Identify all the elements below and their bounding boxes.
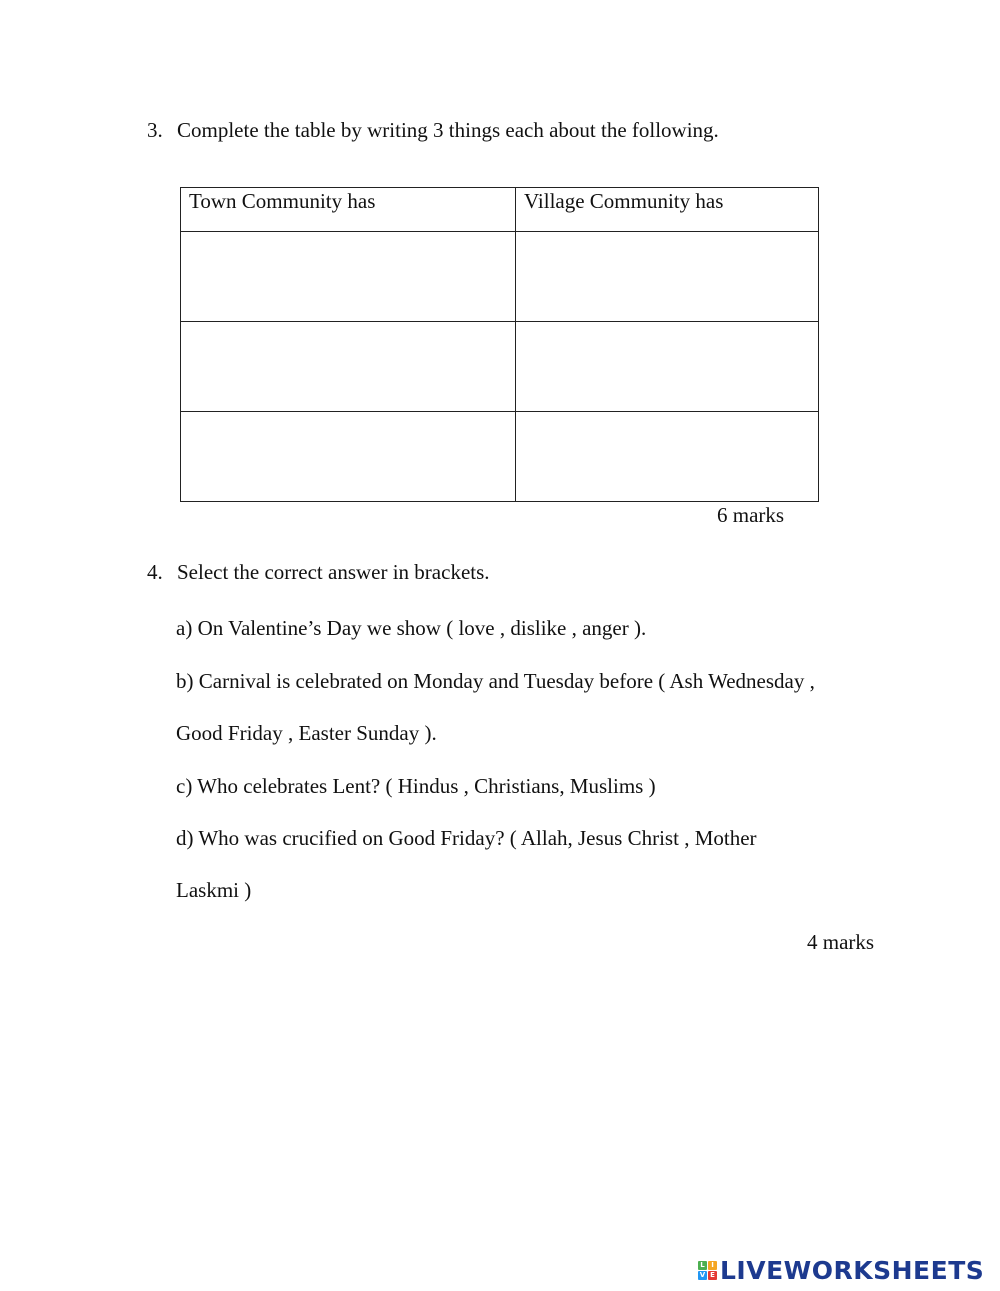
option-line-d: d) Who was crucified on Good Friday? ( Allah, Jesus Christ , Mother [176, 826, 757, 850]
village-answer-cell-1[interactable] [516, 232, 819, 322]
question-4-heading [147, 560, 490, 585]
table-row [181, 232, 819, 322]
logo-tiles-icon [698, 1261, 717, 1280]
option-line-b-continued: Good Friday , Easter Sunday ). [176, 721, 437, 745]
question-3-heading [147, 118, 719, 143]
table-row [181, 322, 819, 412]
town-answer-cell-1[interactable] [181, 232, 516, 322]
option-line-a: a) On Valentine’s Day we show ( love , dislike , anger ). [176, 616, 647, 640]
option-line-d-continued: Laskmi ) [176, 878, 252, 902]
logo-tile-v: V [699, 1270, 706, 1279]
question-3-prompt: Complete the table by writing 3 things each about the following. [177, 118, 719, 142]
question-4-marks: 4 marks [807, 930, 875, 954]
village-answer-cell-2[interactable] [516, 322, 819, 412]
liveworksheets-logo [698, 1256, 984, 1284]
village-answer-cell-3[interactable] [516, 412, 819, 502]
town-answer-cell-2[interactable] [181, 322, 516, 412]
question-3-marks: 6 marks [717, 503, 785, 527]
table-row [181, 412, 819, 502]
community-table [180, 187, 819, 502]
town-answer-cell-3[interactable] [181, 412, 516, 502]
option-line-c: c) Who celebrates Lent? ( Hindus , Christians, Muslims ) [176, 774, 656, 798]
logo-tile-l: L [698, 1261, 707, 1270]
question-3-number: 3. [147, 118, 163, 142]
logo-tile-i: I [708, 1261, 717, 1270]
town-community-header: Town Community has [181, 188, 516, 232]
logo-tile-e: E [708, 1271, 717, 1280]
question-4-number: 4. [147, 560, 163, 584]
logo-text: LIVEWORKSHEETS [720, 1255, 985, 1285]
village-community-header: Village Community has [516, 188, 819, 232]
table-header-row [181, 188, 819, 232]
question-4-prompt: Select the correct answer in brackets. [177, 560, 490, 584]
option-line-b: b) Carnival is celebrated on Monday and Tuesday before ( Ash Wednesday , [176, 669, 815, 693]
